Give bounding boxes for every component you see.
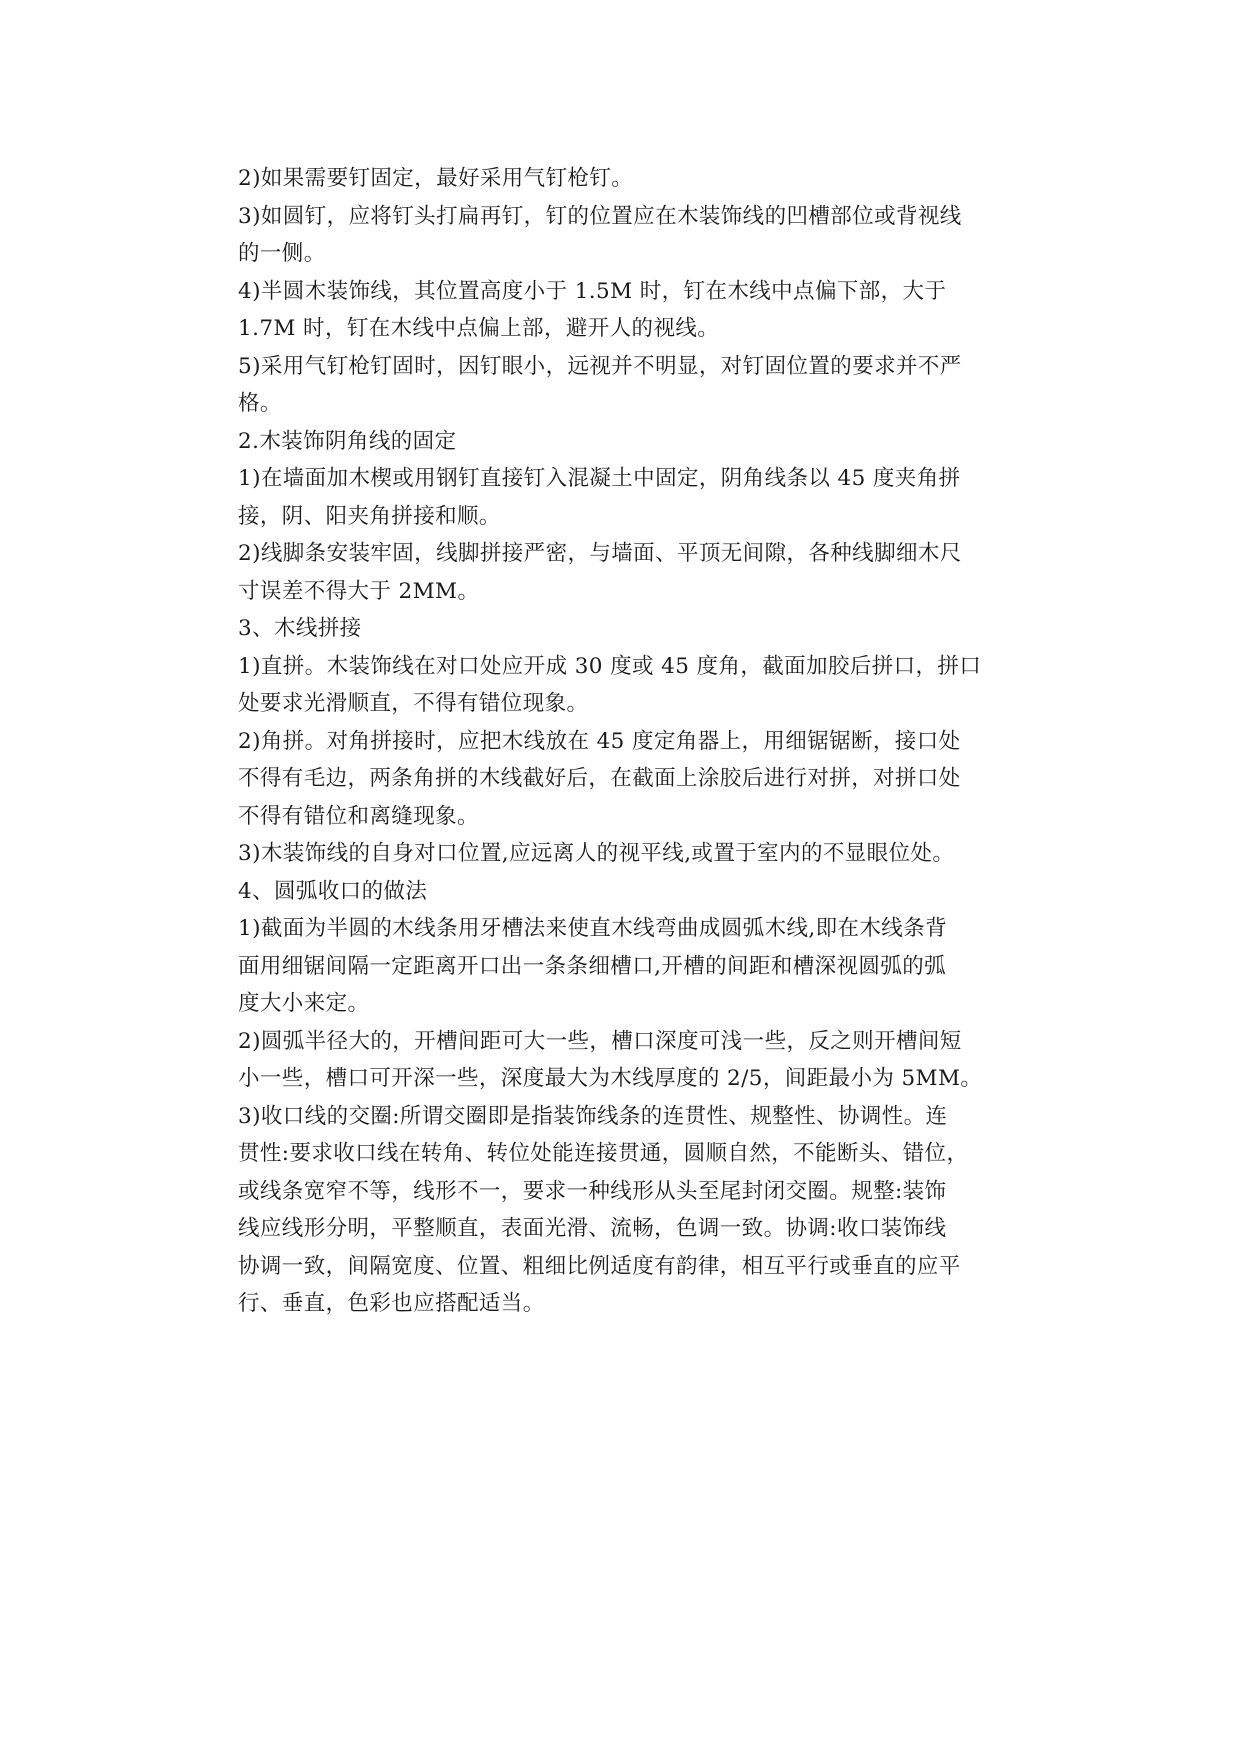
text-line: 小一些，槽口可开深一些，深度最大为木线厚度的 2/5，间距最小为 5MM。 — [238, 1066, 983, 1091]
text-line: 线应线形分明，平整顺直，表面光滑、流畅，色调一致。协调:收口装饰线 — [238, 1216, 947, 1241]
document-body — [238, 160, 1050, 1323]
text-line: 或线条宽窄不等，线形不一，要求一种线形从头至尾封闭交圈。规整:装饰 — [238, 1178, 947, 1204]
text-line: 格。 — [238, 391, 282, 416]
text-line: 1)直拼。木装饰线在对口处应开成 30 度或 45 度角，截面加胶后拼口，拼口 — [238, 653, 982, 679]
text-line: 2)如果需要钉固定，最好采用气钉枪钉。 — [238, 166, 634, 191]
text-line: 不得有错位和离缝现象。 — [238, 803, 479, 829]
text-line: 1.7M 时，钉在木线中点偏上部，避开人的视线。 — [238, 316, 720, 341]
text-line: 2)圆弧半径大的，开槽间距可大一些，槽口深度可浅一些，反之则开槽间短 — [238, 1028, 962, 1054]
section-heading: 2.木装饰阴角线的固定 — [238, 428, 457, 454]
text-line: 1)截面为半圆的木线条用牙槽法来使直木线弯曲成圆弧木线,即在木线条背 — [238, 916, 948, 941]
text-line: 3)收口线的交圈:所谓交圈即是指装饰线条的连贯性、规整性、协调性。连 — [238, 1103, 948, 1129]
text-line: 的一侧。 — [238, 241, 326, 266]
text-line: 接，阴、阳夹角拼接和顺。 — [238, 503, 501, 529]
text-line: 2)角拼。对角拼接时，应把木线放在 45 度定角器上，用细锯锯断，接口处 — [238, 728, 961, 754]
text-line: 处要求光滑顺直，不得有错位现象。 — [238, 691, 589, 716]
text-line: 不得有毛边，两条角拼的木线截好后，在截面上涂胶后进行对拼，对拼口处 — [238, 766, 961, 791]
text-line: 4)半圆木装饰线，其位置高度小于 1.5M 时，钉在木线中点偏下部，大于 — [238, 278, 947, 304]
text-line: 贯性:要求收口线在转角、转位处能连接贯通，圆顺自然，不能断头、错位， — [238, 1141, 969, 1166]
text-line: 度大小来定。 — [238, 991, 370, 1016]
text-line: 3)如圆钉，应将钉头打扁再钉，钉的位置应在木装饰线的凹槽部位或背视线 — [238, 203, 962, 229]
text-line: 2)线脚条安装牢固，线脚拼接严密，与墙面、平顶无间隙，各种线脚细木尺 — [238, 541, 962, 566]
text-line: 面用细锯间隔一定距离开口出一条条细槽口,开槽的间距和槽深视圆弧的弧 — [238, 953, 947, 979]
text-line: 1)在墙面加木楔或用钢钉直接钉入混凝土中固定，阴角线条以 45 度夹角拼 — [238, 466, 961, 491]
text-line: 协调一致，间隔宽度、位置、粗细比例适度有韵律，相互平行或垂直的应平 — [238, 1253, 961, 1279]
section-heading: 4、圆弧收口的做法 — [238, 878, 428, 904]
text-line: 寸误差不得大于 2MM。 — [238, 578, 480, 604]
text-line: 3)木装饰线的自身对口位置,应远离人的视平线,或置于室内的不显眼位处。 — [238, 841, 955, 866]
section-heading: 3、木线拼接 — [238, 616, 362, 641]
text-line: 行、垂直，色彩也应搭配适当。 — [238, 1291, 545, 1316]
text-line: 5)采用气钉枪钉固时，因钉眼小，远视并不明显，对钉固位置的要求并不严 — [238, 353, 962, 379]
